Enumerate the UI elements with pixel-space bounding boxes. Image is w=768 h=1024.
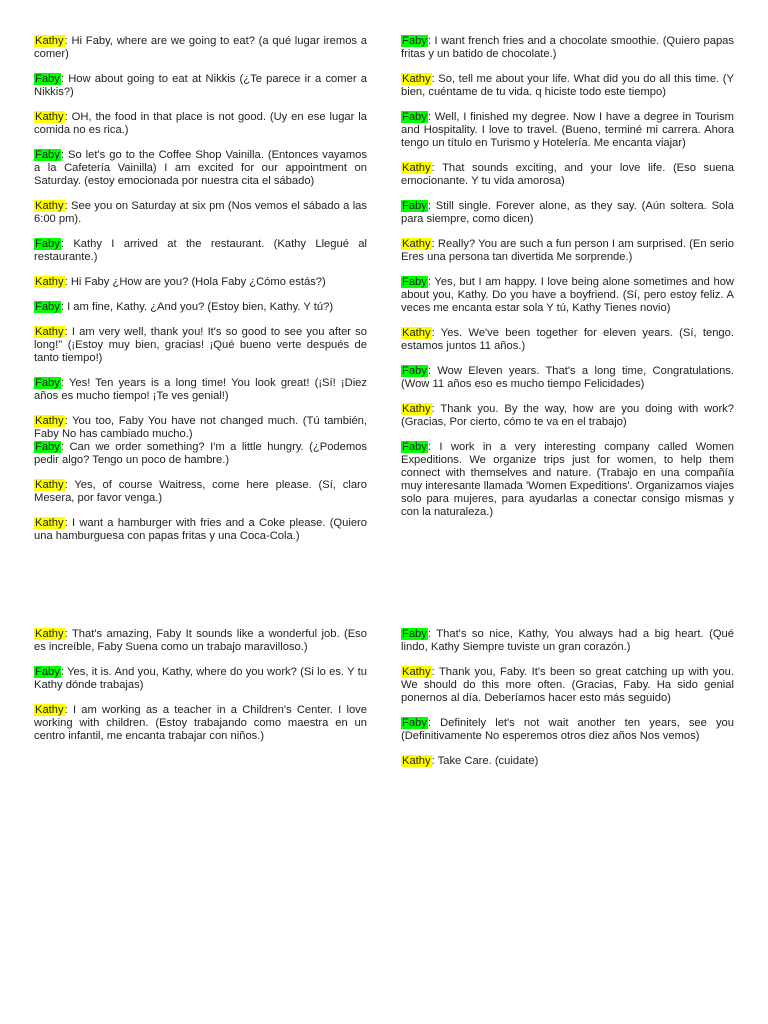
dialogue-line (34, 666, 367, 692)
dialogue-line (34, 326, 367, 365)
dialogue-text: You too, Faby You have not changed much. (Tú también, Faby No has cambiado mucho.) (34, 415, 367, 440)
dialogue-text: OH, the food in that place is not good. (Uy en ese lugar la comida no es rica.) (34, 111, 367, 136)
speaker-name-faby: Faby (35, 73, 60, 85)
dialogue-line (401, 755, 734, 768)
dialogue-text: How about going to eat at Nikkis (¿Te parece ir a comer a Nikkis?) (34, 73, 367, 98)
speaker-name-faby: Faby (35, 149, 60, 161)
dialogue-line (401, 365, 734, 391)
speaker-separator: : (431, 162, 435, 174)
speaker-name-kathy: Kathy (402, 327, 431, 339)
dialogue-text: Well, I finished my degree. Now I have a degree in Tourism and Hospitality. I love to travel. (Bueno, terminé mi carrera. Ahora tengo un título en Turismo y Hotelería. Me encanta viajar) (401, 111, 734, 149)
speaker-name-kathy: Kathy (35, 517, 64, 529)
dialogue-line (401, 162, 734, 188)
dialogue-text: So let's go to the Coffee Shop Vainilla. (Entonces vayamos a la Cafetería Vainilla) I am excited for our appointment on Saturday. (estoy emocionada por nuestra cita el sábado) (34, 149, 367, 187)
speaker-separator: : (431, 73, 435, 85)
dialogue-text: I am fine, Kathy. ¿And you? (Estoy bien, Kathy. Y tú?) (63, 301, 334, 313)
speaker-name-kathy: Kathy (35, 35, 64, 47)
speaker-separator: : (60, 238, 64, 250)
speaker-separator: : (427, 365, 431, 377)
speaker-separator: : (60, 377, 64, 389)
speaker-name-kathy: Kathy (402, 403, 431, 415)
dialogue-text: That's so nice, Kathy, You always had a big heart. (Qué lindo, Kathy Siempre tuviste un gran corazón.) (401, 628, 734, 653)
speaker-separator: : (431, 327, 435, 339)
speaker-separator: : (64, 517, 68, 529)
dialogue-text: Definitely let's not wait another ten years, see you (Definitivamente No esperemos otros diez años Nos vemos) (401, 717, 734, 742)
dialogue-line (401, 238, 734, 264)
dialogue-text: Hi Faby ¿How are you? (Hola Faby ¿Cómo estás?) (67, 276, 326, 288)
dialogue-text: I am very well, thank you! It's so good to see you after so long!" (¡Estoy muy bien, gracias! ¡Qué bueno verte después de tanto tiempo!) (34, 326, 367, 364)
speaker-name-faby: Faby (402, 111, 427, 123)
dialogue-text: That sounds exciting, and your love life. (Eso suena emocionante. Y tu vida amorosa) (401, 162, 734, 187)
dialogue-line (401, 327, 734, 353)
speaker-name-kathy: Kathy (35, 326, 64, 338)
dialogue-text: Yes, of course Waitress, come here please. (Sí, claro Mesera, por favor venga.) (34, 479, 367, 504)
speaker-separator: : (60, 666, 64, 678)
dialogue-line (34, 73, 367, 99)
dialogue-text: Can we order something? I'm a little hungry. (¿Podemos pedir algo? Tengo un poco de hambre.) (34, 441, 367, 466)
speaker-separator: : (60, 149, 64, 161)
speaker-separator: : (427, 628, 431, 640)
speaker-separator: : (431, 403, 435, 415)
dialogue-line (34, 200, 367, 226)
speaker-separator: : (64, 415, 68, 427)
dialogue-line (34, 479, 367, 505)
dialogue-line (401, 200, 734, 226)
speaker-separator: : (427, 200, 431, 212)
speaker-name-faby: Faby (402, 276, 427, 288)
dialogue-column-top-right (401, 35, 734, 531)
dialogue-text: Still single. Forever alone, as they say. (Aún soltera. Sola para siempre, como dicen) (401, 200, 734, 225)
dialogue-line (34, 276, 367, 289)
speaker-name-faby: Faby (35, 377, 60, 389)
dialogue-text: I am working as a teacher in a Children's Center. I love working with children. (Estoy trabajando como maestra en un centro infantil, me encanta trabajar con niños.) (34, 704, 367, 742)
speaker-separator: : (64, 200, 68, 212)
dialogue-text: I want a hamburger with fries and a Coke please. (Quiero una hamburguesa con papas fritas y una Coca-Cola.) (34, 517, 367, 542)
speaker-name-kathy: Kathy (35, 111, 64, 123)
dialogue-line (401, 111, 734, 150)
dialogue-column-bottom-left (34, 628, 367, 755)
dialogue-text: See you on Saturday at six pm (Nos vemos el sábado a las 6:00 pm). (34, 200, 367, 225)
speaker-separator: : (64, 479, 68, 491)
dialogue-line (34, 35, 367, 61)
speaker-name-kathy: Kathy (402, 162, 431, 174)
speaker-name-kathy: Kathy (402, 73, 431, 85)
dialogue-text: I work in a very interesting company called Women Expeditions. We organize trips just for women, to help them connect with themselves and nature. (Trabajo en una compañía muy interesante llamada 'Women Expeditions'. Organizamos viajes solo para mujeres, para ayudarlas a conectar consigo mismas y con la naturaleza.) (401, 441, 735, 518)
speaker-separator: : (64, 111, 68, 123)
dialogue-text: Thank you, Faby. It's been so great catching up with you. We should do this more often. (Gracias, Faby. Ha sido genial ponernos al día. Deberíamos hacer esto más seguido) (401, 666, 734, 704)
speaker-separator: : (427, 35, 431, 47)
speaker-name-kathy: Kathy (35, 479, 64, 491)
speaker-separator: : (427, 441, 431, 453)
speaker-separator: : (60, 301, 64, 313)
speaker-name-kathy: Kathy (402, 238, 431, 250)
speaker-separator: : (64, 628, 68, 640)
speaker-name-kathy: Kathy (35, 200, 64, 212)
speaker-name-faby: Faby (35, 441, 60, 453)
speaker-name-faby: Faby (35, 301, 60, 313)
dialogue-text: Yes, it is. And you, Kathy, where do you work? (Si lo es. Y tu Kathy dónde trabajas) (34, 666, 367, 691)
speaker-separator: : (60, 73, 64, 85)
speaker-name-faby: Faby (402, 628, 427, 640)
speaker-name-faby: Faby (35, 238, 60, 250)
speaker-name-kathy: Kathy (35, 704, 64, 716)
speaker-separator: : (60, 441, 64, 453)
dialogue-text: So, tell me about your life. What did you do all this time. (Y bien, cuéntame de tu vida. q hiciste todo este tiempo) (401, 73, 734, 98)
dialogue-line (34, 238, 367, 264)
dialogue-line (401, 666, 734, 705)
speaker-name-faby: Faby (35, 666, 60, 678)
dialogue-line (34, 517, 367, 543)
dialogue-text: Yes. We've been together for eleven years. (Sí, tengo. estamos juntos 11 años.) (401, 327, 734, 352)
dialogue-line (34, 301, 367, 314)
dialogue-text: I want french fries and a chocolate smoothie. (Quiero papas fritas y un batido de chocolate.) (401, 35, 734, 60)
speaker-name-kathy: Kathy (402, 755, 431, 767)
dialogue-text: Hi Faby, where are we going to eat? (a qué lugar iremos a comer) (34, 35, 367, 60)
speaker-separator: : (64, 326, 68, 338)
dialogue-text: Wow Eleven years. That's a long time, Congratulations. (Wow 11 años eso es mucho tiempo Felicidades) (401, 365, 734, 390)
dialogue-text: Take Care. (cuidate) (434, 755, 539, 767)
dialogue-line (34, 415, 367, 441)
dialogue-text: Yes, but I am happy. I love being alone sometimes and how about you, Kathy. Do you have a boyfriend. (Sí, pero estoy feliz. A veces me encanta estar sola Y tú, Kathy Tienes novio) (401, 276, 734, 314)
speaker-separator: : (64, 704, 68, 716)
dialogue-line (34, 628, 367, 654)
dialogue-line (401, 35, 734, 61)
speaker-separator: : (431, 755, 435, 767)
speaker-name-kathy: Kathy (402, 666, 431, 678)
dialogue-line (34, 111, 367, 137)
speaker-separator: : (431, 666, 435, 678)
dialogue-line (401, 441, 734, 519)
speaker-separator: : (427, 111, 431, 123)
speaker-name-faby: Faby (402, 717, 427, 729)
speaker-separator: : (64, 35, 68, 47)
dialogue-line (34, 149, 367, 188)
dialogue-text: Thank you. By the way, how are you doing with work? (Gracias, Por cierto, cómo te va en el trabajo) (401, 403, 734, 428)
dialogue-line (401, 628, 734, 654)
speaker-separator: : (427, 717, 431, 729)
dialogue-column-bottom-right (401, 628, 734, 780)
dialogue-text: That's amazing, Faby It sounds like a wonderful job. (Eso es increíble, Faby Suena como un trabajo maravilloso.) (34, 628, 367, 653)
dialogue-line (34, 441, 367, 467)
dialogue-column-top-left (34, 35, 367, 555)
speaker-name-faby: Faby (402, 441, 427, 453)
speaker-name-kathy: Kathy (35, 276, 64, 288)
dialogue-line (34, 377, 367, 403)
dialogue-line (401, 276, 734, 315)
speaker-separator: : (64, 276, 68, 288)
dialogue-text: Kathy I arrived at the restaurant. (Kathy Llegué al restaurante.) (34, 238, 367, 263)
dialogue-text: Yes! Ten years is a long time! You look great! (¡Sí! ¡Diez años es mucho tiempo! ¡Te ves genial!) (34, 377, 367, 402)
dialogue-line (401, 73, 734, 99)
dialogue-line (34, 704, 367, 743)
speaker-name-faby: Faby (402, 35, 427, 47)
dialogue-line (401, 717, 734, 743)
dialogue-line (401, 403, 734, 429)
speaker-name-faby: Faby (402, 365, 427, 377)
speaker-name-kathy: Kathy (35, 415, 64, 427)
speaker-separator: : (427, 276, 431, 288)
speaker-separator: : (431, 238, 435, 250)
speaker-name-faby: Faby (402, 200, 427, 212)
speaker-name-kathy: Kathy (35, 628, 64, 640)
dialogue-text: Really? You are such a fun person I am surprised. (En serio Eres una persona tan divertida Me sorprende.) (401, 238, 734, 263)
